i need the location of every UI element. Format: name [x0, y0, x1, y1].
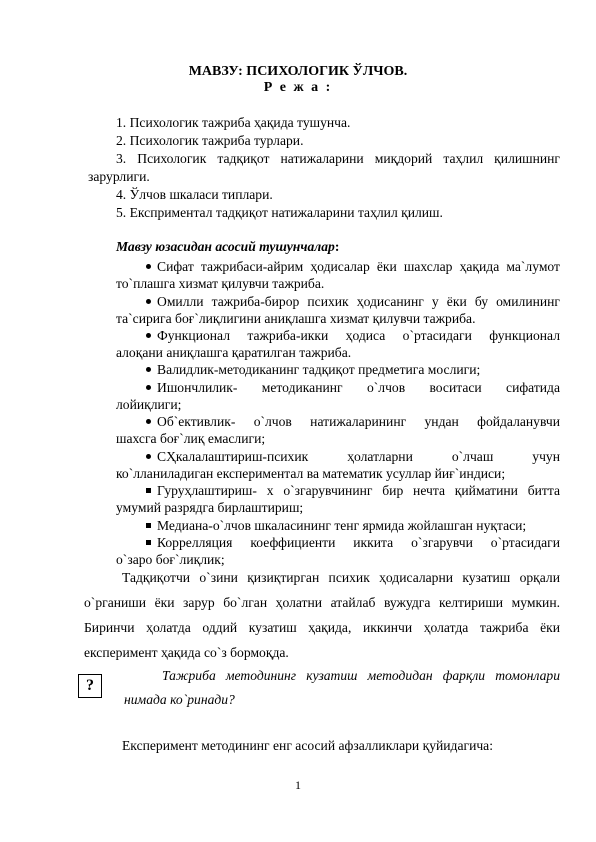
concept-item: Омилли тажриба-бирор психик ҳодисанинг у ёки бу омилининг [146, 294, 560, 310]
closing-line: Експеримент методининг енг асосий афзалликлари қуйидагича: [122, 738, 493, 753]
paragraph-line: о`рганиши ёки зарур бо`лган ҳолатни атайлаб вужудга келтириши мумкин. [84, 595, 560, 610]
concept-item: Ишончлилик- методиканинг о`лчов воситаси сифатида [146, 380, 560, 396]
concepts-heading [116, 239, 339, 255]
concept-item-continuation: та`сирига боғ`лиқлигини аниқлашга хизмат қилувчи тажриба. [116, 311, 476, 326]
concept-item: Функционал тажриба-икки ҳодиса о`ртасидаги функционал [146, 328, 560, 344]
bullet-dot-icon [146, 264, 151, 269]
bullet-square-icon [146, 488, 151, 493]
bullet-dot-icon [146, 299, 151, 304]
plan-item: 4. Ўлчов шкаласи типлари. [116, 187, 273, 202]
plan-item: 1. Психологик тажриба ҳақида тушунча. [116, 115, 351, 130]
concept-item: Об`ективлик- о`лчов натижаларининг ундан фойдаланувчи [146, 414, 560, 430]
concept-item: Валидлик-методиканинг тадқиқот предметига мослиги; [146, 362, 480, 378]
concept-item: Медиана-о`лчов шкаласининг тенг ярмида жойлашган нуқтаси; [146, 518, 526, 534]
concepts-heading-text: Мавзу юзасидан асосий тушунчалар [116, 239, 335, 254]
bullet-dot-icon [146, 454, 151, 459]
bullet-square-icon [146, 523, 151, 528]
concept-item: Сифат тажрибаси-айрим ҳодисалар ёки шахслар ҳақида ма`лумот [146, 259, 560, 275]
bullet-dot-icon [146, 367, 151, 372]
paragraph-line: експеримент ҳақида со`з бормоқда. [84, 645, 289, 660]
concept-item-continuation: о`заро боғ`лиқлик; [116, 552, 225, 567]
concept-item-continuation: шахсга боғ`лиқ емаслиги; [116, 431, 266, 446]
concept-item-continuation: то`плашга хизмат қилувчи тажриба. [116, 276, 325, 291]
bullet-dot-icon [146, 419, 151, 424]
concept-item: Гуруҳлаштириш- х о`згарувчининг бир нечта қийматини битта [146, 483, 560, 499]
paragraph-line: Биринчи ҳолатда оддий кузатиш ҳақида, иккинчи ҳолатда тажриба ёки [84, 620, 560, 635]
bullet-dot-icon [146, 385, 151, 390]
concept-item-continuation: ко`лланиладиган експериментал ва математик усуллар йиғ`индиси; [116, 466, 506, 481]
concept-item-continuation: алоқани аниқлашга қаратилган тажриба. [116, 345, 352, 360]
question-line: нимада ко`ринади? [124, 692, 235, 707]
paragraph-line: Тадқиқотчи о`зини қизиқтирган психик ҳодисаларни кузатиш орқали [122, 570, 560, 585]
plan-item: 5. Експриментал тадқиқот натижаларини таҳлил қилиш. [116, 205, 443, 220]
concept-item-continuation: умумий разрядга бирлаштириш; [116, 500, 304, 515]
question-line: Тажриба методининг кузатиш методидан фарқли томонлари [162, 668, 560, 683]
page-subtitle: Р е ж а : [263, 80, 333, 95]
plan-item: 3. Психологик тадқиқот натижаларини миқдорий таҳлил қилишнинг [116, 151, 560, 166]
question-mark-icon: ? [78, 674, 102, 698]
concepts-heading-colon: : [334, 239, 340, 254]
plan-item: 2. Психологик тажриба турлари. [116, 133, 304, 148]
concept-item: СҲкалалаштириш-психик ҳолатларни о`лчаш учун [146, 449, 560, 465]
concept-item-continuation: лойиқлиги; [116, 397, 182, 412]
concept-item: Коррелляция коеффициенти иккита о`згарувчи о`ртасидаги [146, 535, 560, 551]
page-number: 1 [295, 778, 301, 792]
bullet-square-icon [146, 540, 151, 545]
plan-item-continuation: зарурлиги. [88, 169, 150, 184]
page-title: МАВЗУ: ПСИХОЛОГИК ЎЛЧОВ. [188, 64, 408, 79]
bullet-dot-icon [146, 333, 151, 338]
